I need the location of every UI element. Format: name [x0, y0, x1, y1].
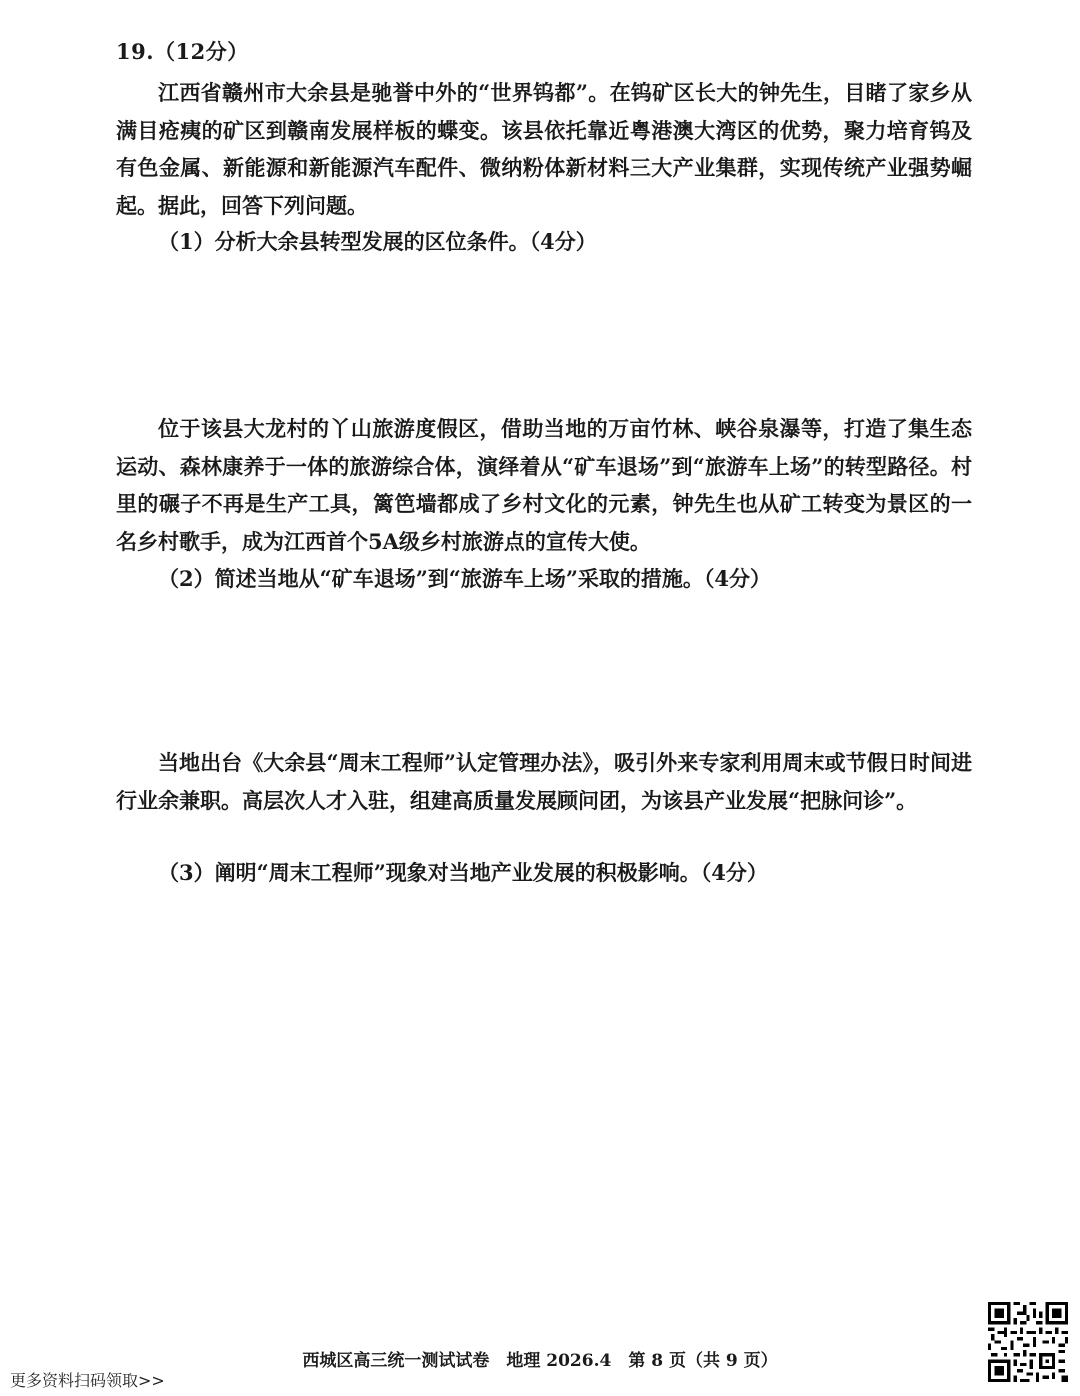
material-paragraph-1: 江西省赣州市大余县是驰誉中外的“世界钨都”。在钨矿区长大的钟先生，目睹了家乡从满目疮痍的矿区到赣南发展样板的蝶变。该县依托靠近粤港澳大湾区的优势，聚力培育钨及有色金属、新能源和新能源汽车配件、微纳粉体新材料三大产业集群，实现传统产业强势崛起。据此，回答下列问题。	[116, 80, 972, 218]
question-number: 19.（12分）	[116, 39, 249, 64]
subquestion-3: （3）阐明“周末工程师”现象对当地产业发展的积极影响。（4分）	[158, 860, 768, 885]
subquestion-2: （2）简述当地从“矿车退场”到“旅游车上场”采取的措施。（4分）	[158, 566, 772, 591]
more-resources-link[interactable]: 更多资料扫码领取>>	[10, 1371, 165, 1390]
subquestion-1: （1）分析大余县转型发展的区位条件。（4分）	[158, 229, 597, 254]
qr-code-icon[interactable]	[988, 1302, 1068, 1382]
material-paragraph-3: 当地出台《大余县“周末工程师”认定管理办法》，吸引外来专家利用周末或节假日时间进行业余兼职。高层次人才入驻，组建高质量发展顾问团，为该县产业发展“把脉问诊”。	[116, 750, 972, 813]
page-footer: 西城区高三统一测试试卷 地理 2026.4 第 8 页（共 9 页）	[302, 1351, 778, 1371]
material-paragraph-2: 位于该县大龙村的丫山旅游度假区，借助当地的万亩竹林、峡谷泉瀑等，打造了集生态运动、森林康养于一体的旅游综合体，演绎着从“矿车退场”到“旅游车上场”的转型路径。村里的碾子不再是生产工具，篱笆墙都成了乡村文化的元素，钟先生也从矿工转变为景区的一名乡村歌手，成为江西首个5A级乡村旅游点的宣传大使。	[116, 416, 972, 554]
